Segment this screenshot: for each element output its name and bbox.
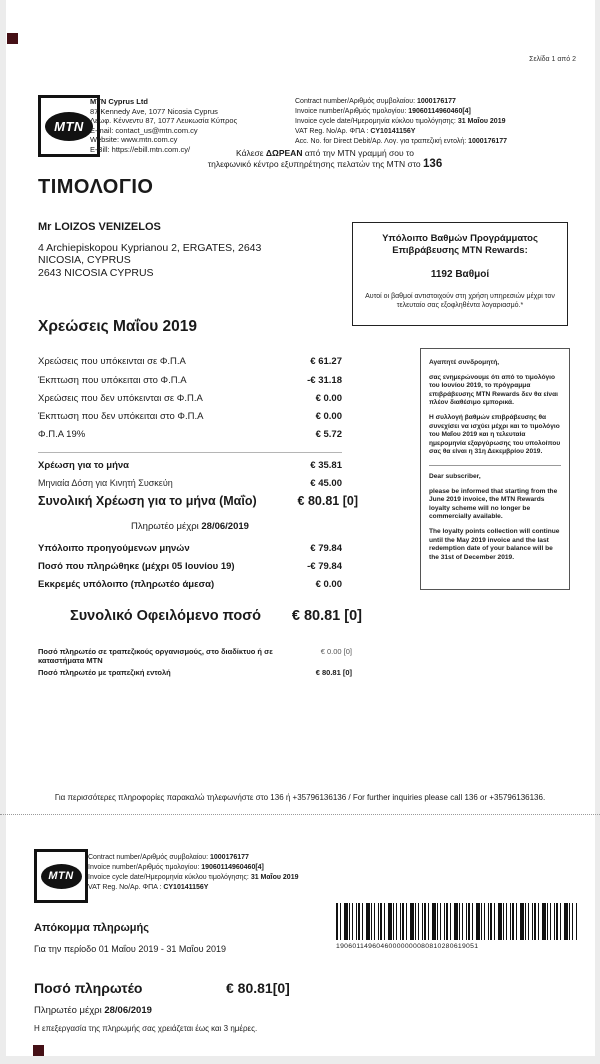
mtn-logo-ellipse [41,864,82,889]
registration-mark-top [7,33,18,44]
company-email: E-mail: contact_us@mtn.com.cy [90,125,198,135]
balance-value: -€ 79.84 [307,561,342,572]
registration-mark-bottom [33,1045,44,1056]
call-free-pre: Κάλεσε [236,148,266,158]
mtn-logo-text: MTN [54,118,84,134]
charge-value: € 0.00 [315,393,342,404]
company-website: Website: www.mtn.com.cy [90,135,178,145]
month-total-label: Συνολική Χρέωση για το μήνα (Μαΐο) [38,494,257,508]
charges-section-title: Χρεώσεις Μαΐου 2019 [38,318,198,335]
device-installment-label: Μηνιαία Δόση για Κινητή Συσκεύη [38,478,173,488]
notice-en-paragraph: please be informed that starting from the June 2019 invoice, the MTN Rewards loyalty scheme will no longer be commercially available. [429,487,558,521]
detail-value: 31 Μαΐου 2019 [250,874,299,881]
slip-processing-note: Η επεξεργασία της πληρωμής σας χρειάζεται έως και 3 ημέρες. [34,1024,258,1033]
payment-method-row [38,647,352,665]
notice-gr-paragraph: Η συλλογή βαθμών επιβράβευσης θα συνεχίσει να ισχύει μέχρι και το τιμολόγιο του Μαΐου 2019 και η τελευταία ημερομηνία εξαργύρωσης του υπολοίπου σας θα είναι η 31η Δεκεμβρίου 2019. [429,413,561,456]
mtn-logo-slip [34,849,88,903]
slip-amount-row [34,980,364,996]
detail-value: 1000176177 [468,138,508,145]
invoice-title: ΤΙΜΟΛΟΓΙΟ [38,176,154,198]
charge-value: € 0.00 [315,411,342,422]
balance-label: Εκκρεμές υπόλοιπο (πληρωτέο άμεσα) [38,579,215,590]
charge-label: Έκπτωση που υπόκειται στο Φ.Π.Α [38,375,187,386]
charge-value: -€ 31.18 [307,375,342,386]
month-charge-row [38,460,342,471]
customer-address-block [38,221,261,279]
payment-slip-title: Απόκομμα πληρωμής [34,922,149,934]
call-free-rest: από την MTN γραμμή σου το [302,148,414,158]
slip-vat [88,883,388,893]
balance-row [38,561,342,572]
notice-en-salutation: Dear subscriber, [429,472,481,480]
detail-value: 1000176177 [210,854,249,861]
payment-method-row [38,668,352,677]
payable-by-date: 28/06/2019 [201,521,249,532]
charge-value: € 5.72 [315,429,342,440]
slip-payable-line [34,1005,152,1016]
mtn-logo-text: MTN [48,870,74,882]
charge-label: Χρεώσεις που υπόκεινται σε Φ.Π.Α [38,356,186,367]
company-name: MTN Cyprus Ltd [90,97,148,106]
payable-by-label: Πληρωτέο μέχρι [131,521,202,532]
detail-label: Invoice number/Αριθμός τιμολογίου: [88,864,202,871]
company-ebill: E-Bill: https://ebill.mtn.com.cy/ [90,144,191,154]
balance-value: € 79.84 [310,543,342,554]
detail-label: Acc. No. for Direct Debit/Αρ. Λογ. για τραπεζική εντολή: [295,138,469,145]
detail-cycle-date [295,117,585,127]
slip-amount-label: Ποσό πληρωτέο [34,980,143,996]
charge-value: € 61.27 [310,356,342,367]
charge-label: Φ.Π.Α 19% [38,429,86,440]
customer-address-line: 4 Archiepiskopou Kyprianou 2, ERGATES, 2643 [38,241,262,254]
scan-edge-right [595,0,600,1064]
rewards-title: Υπόλοιπο Βαθμών Προγράμματος Επιβράβευσης MTN Rewards: [382,233,538,256]
balance-label: Ποσό που πληρώθηκε (μέχρι 05 Ιουνίου 19) [38,561,235,572]
page-indicator: Σελίδα 1 από 2 [529,56,576,63]
slip-cycle-date [88,873,388,883]
payment-method-value: € 80.81 [0] [315,668,352,677]
detail-direct-debit [295,137,585,147]
slip-invoice-number [88,863,388,873]
month-charge-value: € 35.81 [310,460,342,471]
payment-barcode [336,903,578,940]
balance-value: € 0.00 [315,579,342,590]
customer-name: Mr LOIZOS VENIZELOS [38,221,161,233]
detail-vat [295,127,585,137]
payment-barcode-number: 19060114960460000000080810280619051 [336,943,479,950]
slip-details [88,853,388,893]
detail-value: 31 Μαΐου 2019 [457,118,506,125]
detail-label: Invoice cycle date/Ημερομηνία κύκλου τιμολόγησης: [88,874,251,881]
total-due-row [70,608,362,624]
notice-gr-salutation: Αγαπητέ συνδρομητή, [429,359,500,366]
balance-row [38,579,342,590]
payment-slip-period: Για την περίοδο 01 Μαΐου 2019 - 31 Μαΐου 2019 [34,944,227,954]
company-info [90,97,237,155]
balance-label: Υπόλοιπο προηγούμενων μηνών [38,543,190,554]
section-divider [38,452,342,453]
scan-edge-left [0,0,6,1064]
detail-value: 19060114960460[4] [201,864,264,871]
payment-method-label: Ποσό πληρωτέο σε τραπεζικούς οργανισμούς, στο διαδίκτυο ή σε καταστήματα MTN [38,647,273,665]
company-address-en: 87 Kennedy Ave, 1077 Nicosia Cyprus [90,106,218,116]
detail-label: Contract number/Αριθμός συμβολαίου: [295,98,417,105]
charge-row [38,356,342,367]
notice-gr-paragraph: σας ενημερώνουμε ότι από το τιμολόγιο του Ιουνίου 2019, το πρόγραμμα επιβράβευσης MTN Rewards δεν θα είναι πλέον διαθέσιμο εμπορικά. [429,373,558,407]
payable-by-line [38,521,342,532]
call-free-note [180,148,470,170]
call-free-line2: τηλεφωνικό κέντρο εξυπηρέτησης πελατών της MTN στο [207,159,424,169]
device-installment-row [38,478,342,489]
total-due-label: Συνολικό Οφειλόμενο ποσό [70,608,261,624]
rewards-note: Αυτοί οι βαθμοί αντιστοιχούν στη χρήση υπηρεσιών μέχρι τον τελευταίο σας εξοφληθέντα λογαριασμό.* [365,293,555,309]
detail-label: Contract number/Αριθμός συμβολαίου: [88,854,210,861]
detail-label: Invoice number/Αριθμός τιμολογίου: [295,108,409,115]
mtn-logo-ellipse [45,112,93,141]
charge-label: Έκπτωση που δεν υπόκειται στο Φ.Π.Α [38,411,204,422]
charge-label: Χρεώσεις που δεν υπόκεινται σε Φ.Π.Α [38,393,203,404]
call-free-free: ΔΩΡΕΑΝ [265,148,303,158]
invoice-details [295,97,585,147]
rewards-box [352,222,568,326]
notice-divider [429,465,561,466]
payment-method-value: € 0.00 [0] [320,647,352,656]
detail-label: Invoice cycle date/Ημερομηνία κύκλου τιμολόγησης: [295,118,458,125]
charge-row [38,393,342,404]
slip-contract-number [88,853,388,863]
detail-invoice-number [295,107,585,117]
detail-value: CY10141156Y [163,884,209,891]
detail-label: VAT Reg. No/Αρ. ΦΠΑ : [295,128,371,135]
slip-payable-label: Πληρωτέο μέχρι [34,1005,105,1016]
customer-address-line: NICOSIA, CYPRUS [38,254,131,266]
detail-value: 19060114960460[4] [408,108,471,115]
company-address-gr: Λεωφ. Κέννεντυ 87, 1077 Λευκωσία Κύπρος [90,116,238,126]
slip-amount-value: € 80.81[0] [226,980,290,996]
call-free-number: 136 [423,158,443,170]
device-installment-value: € 45.00 [310,478,342,489]
charge-row [38,411,342,422]
month-total-row [38,494,358,508]
detail-value: 1000176177 [417,98,456,105]
charge-row [38,429,342,440]
month-charge-label: Χρέωση για το μήνα [38,460,130,471]
perforation-line [0,814,600,815]
scan-edge-bottom [0,1056,600,1064]
rewards-points: 1192 Βαθμοί [430,269,490,280]
detail-label: VAT Reg. No/Αρ. ΦΠΑ : [88,884,164,891]
balance-row [38,543,342,554]
inquiries-footer: Για περισσότερες πληροφορίες παρακαλώ τηλεφωνήστε στο 136 ή +35796136136 / For further inquiries please call 136 or +35796136136. [54,793,546,802]
detail-contract-number [295,97,585,107]
total-due-value: € 80.81 [0] [291,608,362,624]
detail-value: CY10141156Y [370,128,416,135]
month-total-value: € 80.81 [0] [297,494,358,508]
payment-method-label: Ποσό πληρωτέο με τραπεζική εντολή [38,668,171,677]
slip-payable-date: 28/06/2019 [104,1005,152,1016]
charge-row [38,375,342,386]
customer-address-line: 2643 NICOSIA CYPRUS [38,266,154,279]
rewards-discontinuation-notice [420,348,570,590]
notice-en-paragraph: The loyalty points collection will continue until the May 2019 invoice and the last redemption date of your balance will be the 31st of December 2019. [429,527,560,561]
